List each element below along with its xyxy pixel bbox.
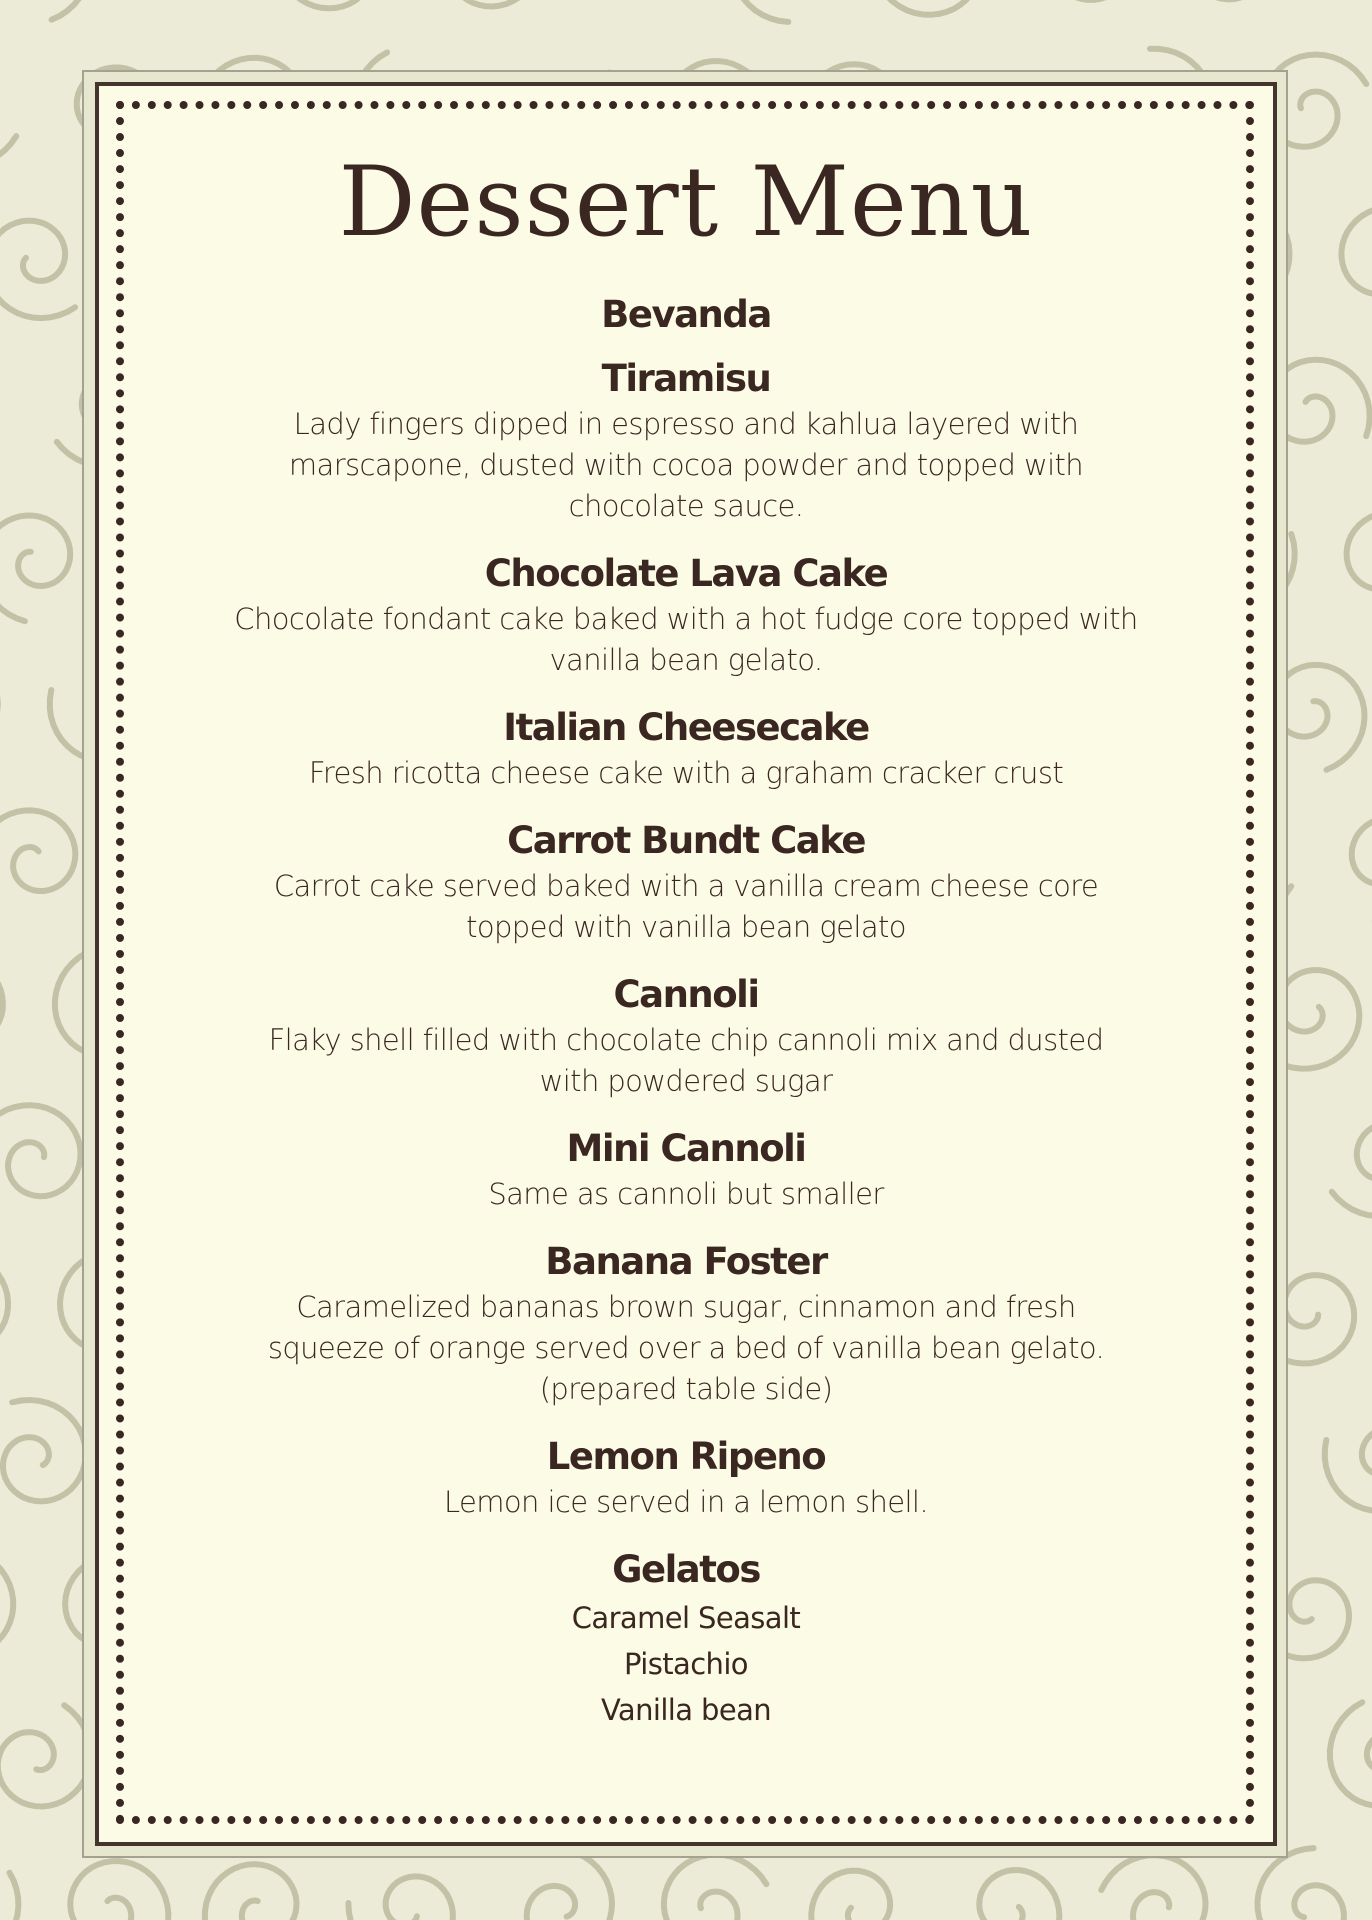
swirl-ornament bbox=[1347, 512, 1372, 607]
menu-item-description: Same as cannoli but smaller bbox=[488, 1177, 884, 1211]
menu-item-gelatos bbox=[220, 1545, 1152, 1733]
menu-content bbox=[220, 130, 1152, 1733]
swirl-ornament bbox=[0, 810, 75, 892]
menu-item-mini-cannoli bbox=[220, 1124, 1152, 1215]
swirl-ornament bbox=[1325, 1428, 1372, 1511]
gelato-flavor: Pistachio bbox=[624, 1647, 748, 1681]
menu-item-italian-cheesecake bbox=[220, 703, 1152, 794]
menu-item-name: Cannoli bbox=[613, 973, 759, 1016]
menu-item-name: Bevanda bbox=[601, 293, 771, 336]
swirl-ornament bbox=[0, 958, 3, 1044]
menu-item-bevanda bbox=[220, 290, 1152, 340]
swirl-ornament bbox=[811, 1871, 900, 1920]
menu-item-name: Chocolate Lava Cake bbox=[484, 552, 888, 595]
swirl-ornament bbox=[205, 1864, 297, 1920]
swirl-ornament bbox=[733, 0, 819, 22]
menu-item-description: Caramelized bananas brown sugar, cinnamon and fresh squeeze of orange served over a bed of vanilla bean gelato. (prepared table side) bbox=[267, 1290, 1105, 1406]
swirl-ornament bbox=[0, 0, 90, 20]
swirl-ornament bbox=[1352, 818, 1372, 922]
swirl-ornament bbox=[0, 1548, 13, 1654]
menu-item-carrot-bundt-cake bbox=[220, 816, 1152, 948]
menu-item-description: Flaky shell filled with chocolate chip cannoli mix and dusted with powdered sugar bbox=[268, 1023, 1104, 1098]
swirl-ornament bbox=[348, 1876, 453, 1920]
swirl-ornament bbox=[1330, 1702, 1372, 1806]
menu-item-chocolate-lava-cake bbox=[220, 549, 1152, 681]
menu-item-banana-foster bbox=[220, 1237, 1152, 1410]
gelato-flavor: Vanilla bean bbox=[600, 1693, 772, 1727]
menu-item-description: Lemon ice served in a lemon shell. bbox=[443, 1485, 929, 1519]
swirl-ornament bbox=[1258, 1848, 1344, 1920]
menu-item-lemon-ripeno bbox=[220, 1432, 1152, 1523]
swirl-ornament bbox=[0, 1705, 91, 1806]
menu-item-name: Italian Cheesecake bbox=[503, 706, 869, 749]
menu-item-name: Gelatos bbox=[612, 1548, 760, 1591]
swirl-ornament bbox=[3, 1400, 86, 1501]
swirl-ornament bbox=[0, 221, 75, 319]
swirl-ornament bbox=[0, 73, 16, 165]
swirl-ornament bbox=[975, 1870, 1059, 1920]
swirl-ornament bbox=[0, 1105, 80, 1196]
menu-item-tiramisu bbox=[220, 354, 1152, 527]
menu-item-name: Carrot Bundt Cake bbox=[507, 819, 865, 862]
swirl-ornament bbox=[527, 1849, 612, 1920]
swirl-ornament bbox=[0, 1873, 18, 1920]
swirl-ornament bbox=[0, 1253, 8, 1349]
menu-item-description: Lady fingers dipped in espresso and kahlua layered with marscapone, dusted with cocoa powder and topped with chocolate sauce. bbox=[288, 407, 1084, 523]
swirl-ornament bbox=[277, 0, 374, 8]
swirl-ornament bbox=[1101, 1855, 1205, 1920]
swirl-ornament bbox=[1342, 207, 1372, 294]
gelato-flavor: Caramel Seasalt bbox=[571, 1601, 801, 1635]
menu-item-name: Banana Foster bbox=[545, 1240, 827, 1283]
menu-item-description: Fresh ricotta cheese cake with a graham cracker crust bbox=[308, 756, 1064, 790]
swirl-ornament bbox=[0, 516, 70, 622]
menu-title: Dessert Menu bbox=[338, 146, 1034, 258]
menu-item-description: Chocolate fondant cake baked with a hot fudge core topped with vanilla bean gelato. bbox=[234, 602, 1138, 677]
swirl-ornament bbox=[448, 0, 541, 7]
swirl-ornament bbox=[1332, 1123, 1372, 1217]
swirl-ornament bbox=[664, 1855, 767, 1920]
swirl-ornament bbox=[70, 1861, 168, 1920]
menu-item-name: Mini Cannoli bbox=[566, 1127, 806, 1170]
menu-item-name: Lemon Ripeno bbox=[546, 1435, 826, 1478]
menu-item-name: Tiramisu bbox=[601, 357, 771, 400]
menu-item-description: Carrot cake served baked with a vanilla cream cheese core topped with vanilla bean gelato bbox=[273, 869, 1099, 944]
swirl-ornament bbox=[876, 0, 980, 15]
menu-item-cannoli bbox=[220, 970, 1152, 1102]
